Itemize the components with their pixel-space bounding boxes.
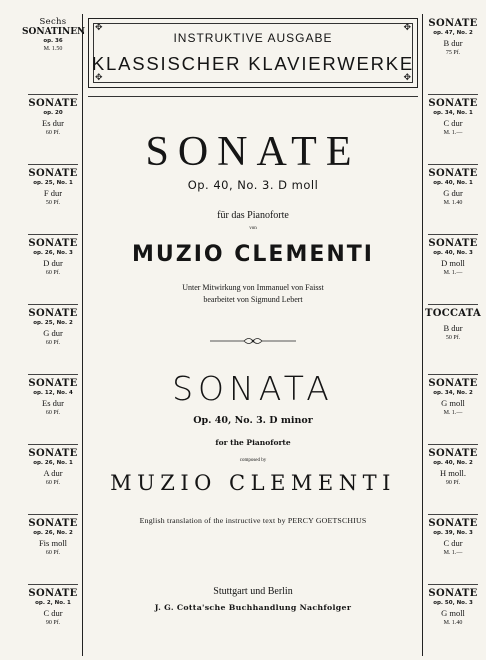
entry-rule: [28, 444, 78, 445]
entry-opus: op. 25, No. 2: [33, 320, 73, 326]
entry-rule: [28, 584, 78, 585]
entry-price: 75 Pf.: [445, 50, 461, 56]
entry-opus: op. 2, No. 1: [35, 600, 71, 606]
entry-key: C dur: [443, 538, 463, 548]
entry-opus: op. 39, No. 3: [433, 530, 473, 536]
entry-rule: [28, 374, 78, 375]
entry-price: 60 Pf.: [45, 410, 61, 416]
german-title: SONATE: [145, 129, 361, 175]
entry-title: SONATE: [28, 378, 78, 389]
entry-rule: [28, 164, 78, 165]
entry-opus: op. 12, No. 4: [33, 390, 73, 396]
entry-price: M. 1.50: [43, 46, 63, 52]
entry-opus: op. 50, No. 3: [433, 600, 473, 606]
entry-title-line2: SONATINEN: [22, 27, 86, 37]
entry-key: Es dur: [42, 398, 64, 408]
entry-key: Es dur: [42, 118, 64, 128]
english-composer: MUZIO CLEMENTI: [110, 471, 396, 495]
entry-title: SONATE: [28, 588, 78, 599]
entry-rule: [428, 164, 478, 165]
corner-ornament-icon: ✥: [403, 73, 411, 83]
entry-price: M. 1.—: [443, 550, 463, 556]
header-divider: [88, 96, 418, 97]
catalog-entry: [22, 374, 84, 444]
entry-opus: op. 40, No. 2: [433, 460, 473, 466]
entry-opus: op. 26, No. 3: [33, 250, 73, 256]
catalog-entry: [422, 514, 484, 584]
entry-key: C dur: [43, 608, 63, 618]
entry-opus: op. 47, No. 2: [433, 30, 473, 36]
entry-rule: [428, 584, 478, 585]
entry-opus: op. 20: [43, 110, 63, 116]
publisher-city: Stuttgart und Berlin: [213, 586, 293, 597]
catalog-entry: [422, 14, 484, 84]
entry-key: C dur: [443, 118, 463, 128]
series-line-1: INSTRUKTIVE AUSGABE: [173, 31, 333, 45]
catalog-entry: [422, 164, 484, 234]
entry-price: 60 Pf.: [45, 340, 61, 346]
entry-title: SONATE: [428, 518, 478, 529]
entry-title: SONATE: [28, 448, 78, 459]
entry-opus: op. 26, No. 2: [33, 530, 73, 536]
entry-price: 90 Pf.: [45, 620, 61, 626]
entry-opus: op. 40, No. 1: [433, 180, 473, 186]
entry-title: SONATE: [28, 98, 78, 109]
entry-title: SONATE: [428, 168, 478, 179]
entry-title: SONATE: [428, 448, 478, 459]
corner-ornament-icon: ✥: [403, 23, 411, 33]
entry-opus: op. 34, No. 2: [433, 390, 473, 396]
entry-rule: [428, 514, 478, 515]
english-title: SONATA: [172, 369, 334, 408]
entry-title: SONATE: [28, 518, 78, 529]
entry-key: B dur: [443, 323, 463, 333]
entry-rule: [428, 374, 478, 375]
german-editor: bearbeitet von Sigmund Lebert: [203, 295, 303, 304]
entry-key: D moll: [441, 258, 465, 268]
english-opus: Op. 40, No. 3. D minor: [193, 415, 313, 426]
entry-price: M. 1.—: [443, 130, 463, 136]
entry-price: 50 Pf.: [45, 200, 61, 206]
entry-title: SONATE: [428, 98, 478, 109]
catalog-entry: [422, 584, 484, 654]
catalog-entry: [22, 94, 84, 164]
english-by: composed by: [239, 458, 267, 463]
right-catalog-column: [422, 14, 484, 656]
entry-title: SONATE: [428, 378, 478, 389]
series-line-2: KLASSISCHER KLAVIERWERKE: [91, 53, 415, 74]
catalog-entry: [22, 234, 84, 304]
flourish-divider-icon: [88, 332, 418, 344]
catalog-entry: [22, 514, 84, 584]
entry-price: 60 Pf.: [45, 130, 61, 136]
corner-ornament-icon: ✥: [95, 23, 103, 33]
entry-price: M. 1.—: [443, 270, 463, 276]
entry-rule: [28, 514, 78, 515]
entry-title: SONATE: [428, 588, 478, 599]
german-by: von: [249, 226, 257, 231]
german-opus: Op. 40, No. 3. D moll: [187, 178, 319, 192]
entry-price: 50 Pf.: [445, 335, 461, 341]
catalog-entry: [22, 444, 84, 514]
center-panel: [88, 14, 418, 656]
catalog-entry: [22, 584, 84, 654]
german-collaboration: Unter Mitwirkung von Immanuel von Faisst: [182, 283, 324, 292]
entry-opus: op. 34, No. 1: [433, 110, 473, 116]
translation-credit: English translation of the instructive text by PERCY GOETSCHIUS: [139, 516, 367, 525]
entry-key: F dur: [43, 188, 63, 198]
catalog-entry: [22, 14, 84, 84]
publisher-name: J. G. Cotta'sche Buchhandlung Nachfolger: [154, 603, 352, 612]
catalog-entry: [422, 234, 484, 304]
catalog-entry: [422, 304, 484, 374]
corner-ornament-icon: ✥: [95, 73, 103, 83]
entry-opus: op. 40, No. 3: [433, 250, 473, 256]
series-header-box: [88, 18, 418, 88]
entry-title: SONATE: [28, 168, 78, 179]
entry-opus: op. 36: [43, 38, 63, 44]
entry-rule: [28, 304, 78, 305]
entry-price: 60 Pf.: [45, 480, 61, 486]
entry-price: M. 1.—: [443, 410, 463, 416]
entry-title: SONATE: [28, 308, 78, 319]
entry-key: G moll: [441, 608, 465, 618]
entry-opus: op. 25, No. 1: [33, 180, 73, 186]
entry-rule: [28, 234, 78, 235]
left-catalog-column: [22, 14, 84, 656]
entry-price: 90 Pf.: [445, 480, 461, 486]
entry-price: 60 Pf.: [45, 550, 61, 556]
german-composer: MUZIO CLEMENTI: [132, 242, 374, 267]
entry-rule: [428, 304, 478, 305]
catalog-entry: [422, 444, 484, 514]
entry-key: H moll.: [440, 468, 466, 478]
entry-opus: op. 26, No. 1: [33, 460, 73, 466]
entry-price: M. 1.40: [443, 620, 463, 626]
entry-title: Sechs: [39, 17, 67, 27]
entry-title: SONATE: [28, 238, 78, 249]
catalog-entry: [22, 164, 84, 234]
catalog-entry: [422, 94, 484, 164]
entry-rule: [428, 444, 478, 445]
entry-key: D dur: [43, 258, 63, 268]
entry-key: G dur: [43, 328, 63, 338]
entry-rule: [28, 94, 78, 95]
entry-title: SONATE: [428, 238, 478, 249]
entry-key: B dur: [443, 38, 463, 48]
entry-rule: [428, 234, 478, 235]
catalog-entry: [22, 304, 84, 374]
entry-title: SONATE: [428, 18, 478, 29]
entry-rule: [428, 94, 478, 95]
english-instrument: for the Pianoforte: [215, 438, 291, 447]
german-instrument: für das Pianoforte: [217, 210, 289, 221]
entry-price: 60 Pf.: [45, 270, 61, 276]
entry-key: G moll: [441, 398, 465, 408]
entry-key: Fis moll: [38, 538, 68, 548]
entry-key: G dur: [443, 188, 463, 198]
entry-price: M. 1.40: [443, 200, 463, 206]
entry-key: A dur: [43, 468, 63, 478]
catalog-entry: [422, 374, 484, 444]
entry-title: TOCCATA: [424, 308, 482, 319]
